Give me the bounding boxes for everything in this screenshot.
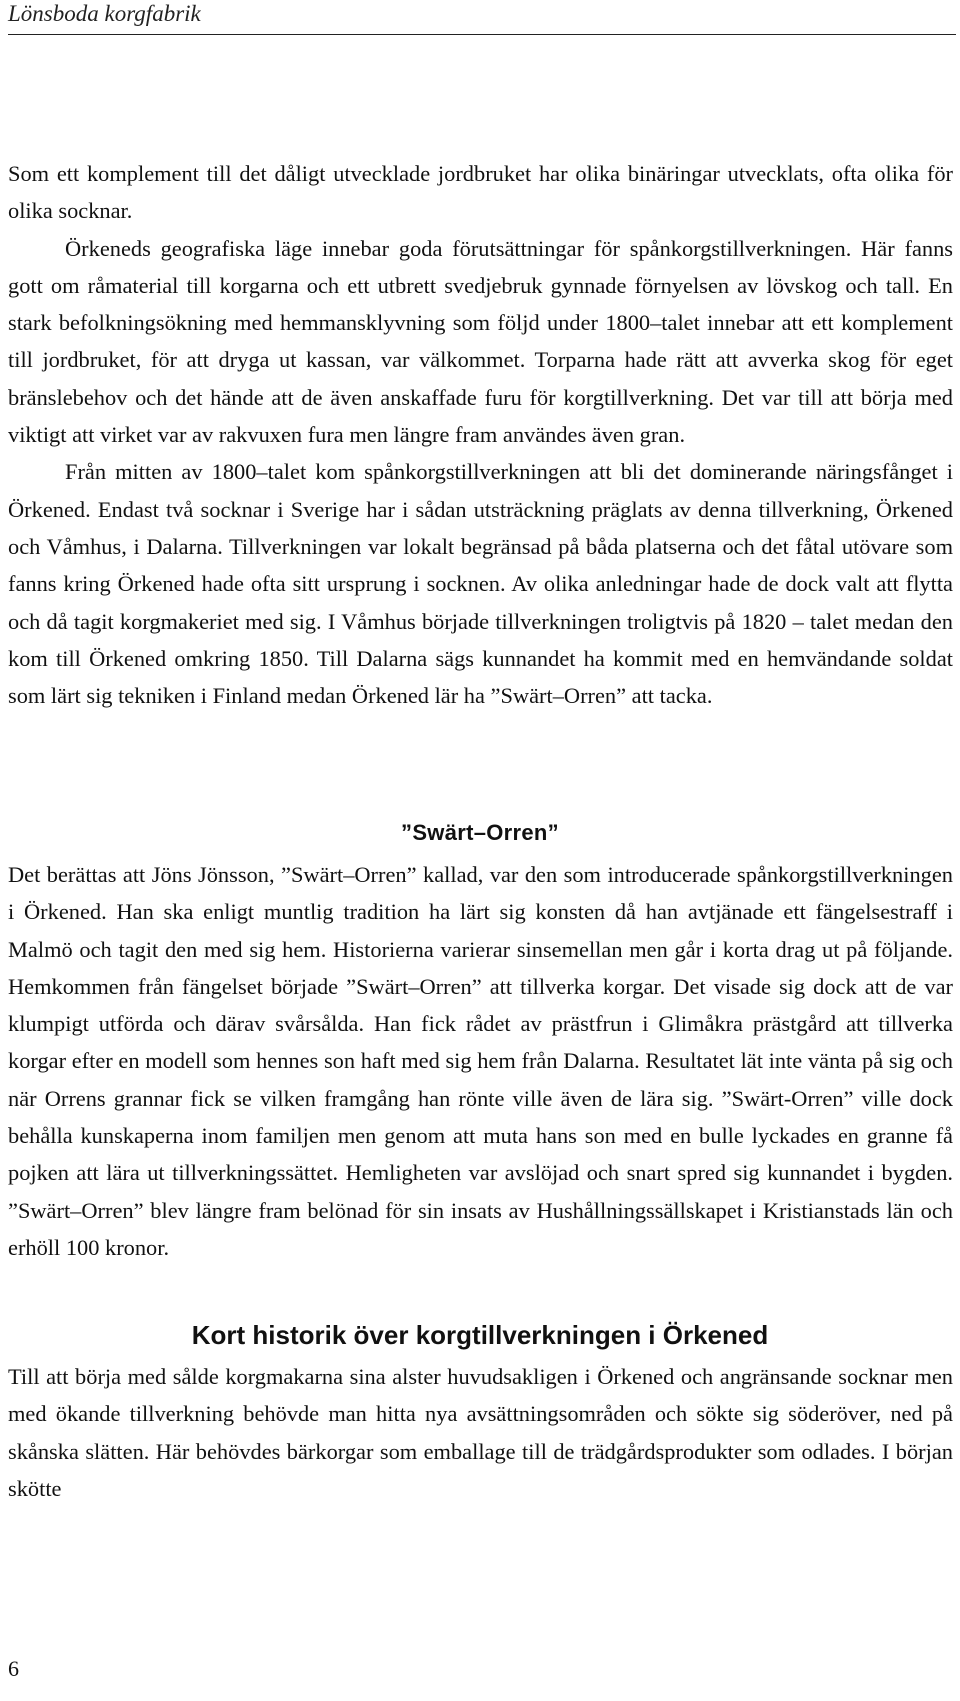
running-header (8, 0, 956, 35)
kort-historik-section (8, 1358, 953, 1507)
running-title: Lönsboda korgfabrik (8, 1, 201, 26)
section-heading-swart-orren: ”Swärt–Orren” (401, 820, 559, 845)
page-number: 6 (8, 1656, 19, 1681)
paragraph: Det berättas att Jöns Jönsson, ”Swärt–Orren” kallad, var den som introducerade spånkorgstillverkningen i Örkened. Han ska enligt muntlig tradition ha lärt sig konsten då han avtjänade ett fängelsestraff i Malmö och tagit den med sig hem. Historierna varierar sinsemellan men går i korta drag ut på följande. Hemkommen från fängelset började ”Swärt–Orren” att tillverka korgar. Det visade sig dock att de var klumpigt utförda och därav svårsålda. Han fick rådet av prästfrun i Glimåkra prästgård att tillverka korgar efter en modell som hennes son haft med sig hem från Dalarna. Resultatet lät inte vänta på sig och när Orrens grannar fick se vilken framgång han rönte ville även de lära sig. ”Swärt-Orren” ville dock behålla kunskaperna inom familjen men genom att muta hans son med en bulle lyckades en granne få pojken att lära ut tillverkningssättet. Hemligheten var avslöjad och snart spred sig kunnandet i bygden. ”Swärt–Orren” blev längre fram belönad för sin insats av Hushållningssällskapet i Kristianstads län och erhöll 100 kronor. (8, 862, 953, 1260)
swart-orren-section (8, 856, 953, 1266)
paragraph: Örkeneds geografiska läge innebar goda förutsättningar för spånkorgstillverkningen. Här fanns gott om råmaterial till korgarna och ett utbrett svedjebruk gynnade förnyelsen av lövskog och tall. En stark befolkningsökning med hemmansklyvning som följd under 1800–talet innebar att ett komplement till jordbruket, för att dryga ut kassan, var välkommet. Torparna hade rätt att avverka skog för eget bränslebehov och det hände att de även anskaffade furu för korgtillverkning. Det var till att börja med viktigt att virket var av rakvuxen fura men längre fram användes även gran. (8, 235, 953, 448)
section-heading-kort-historik: Kort historik över korgtillverkningen i Örkened (191, 1320, 769, 1350)
intro-section (8, 155, 953, 714)
paragraph: Från mitten av 1800–talet kom spånkorgstillverkningen att bli det dominerande näringsfånget i Örkened. Endast två socknar i Sverige har i sådan utsträckning präglats av denna tillverkning, Örkened och Våmhus, i Dalarna. Tillverkningen var lokalt begränsad på båda platserna och det fåtal utövare som fanns kring Örkened hade ofta sitt ursprung i socknen. Av olika anledningar hade de dock valt att flytta och då tagit korgmakeriet med sig. I Våmhus började tillverkningen troligtvis på 1820 – talet medan den kom till Örkened omkring 1850. Till Dalarna sägs kunnandet ha kommit med en hemvändande soldat som lärt sig tekniken i Finland medan Örkened lär ha ”Swärt–Orren” att tacka. (8, 459, 953, 709)
paragraph: Till att börja med sålde korgmakarna sina alster huvudsakligen i Örkened och angränsande socknar men med ökande tillverkning behövde man hitta nya avsättningsområden och sökte sig söderöver, ned på skånska slätten. Här behövdes bärkorgar som emballage till de trädgårdsprodukter som odlades. I början skötte (8, 1364, 953, 1501)
paragraph: Som ett komplement till det dåligt utvecklade jordbruket har olika binäringar utvecklats, ofta olika för olika socknar. (8, 161, 953, 224)
